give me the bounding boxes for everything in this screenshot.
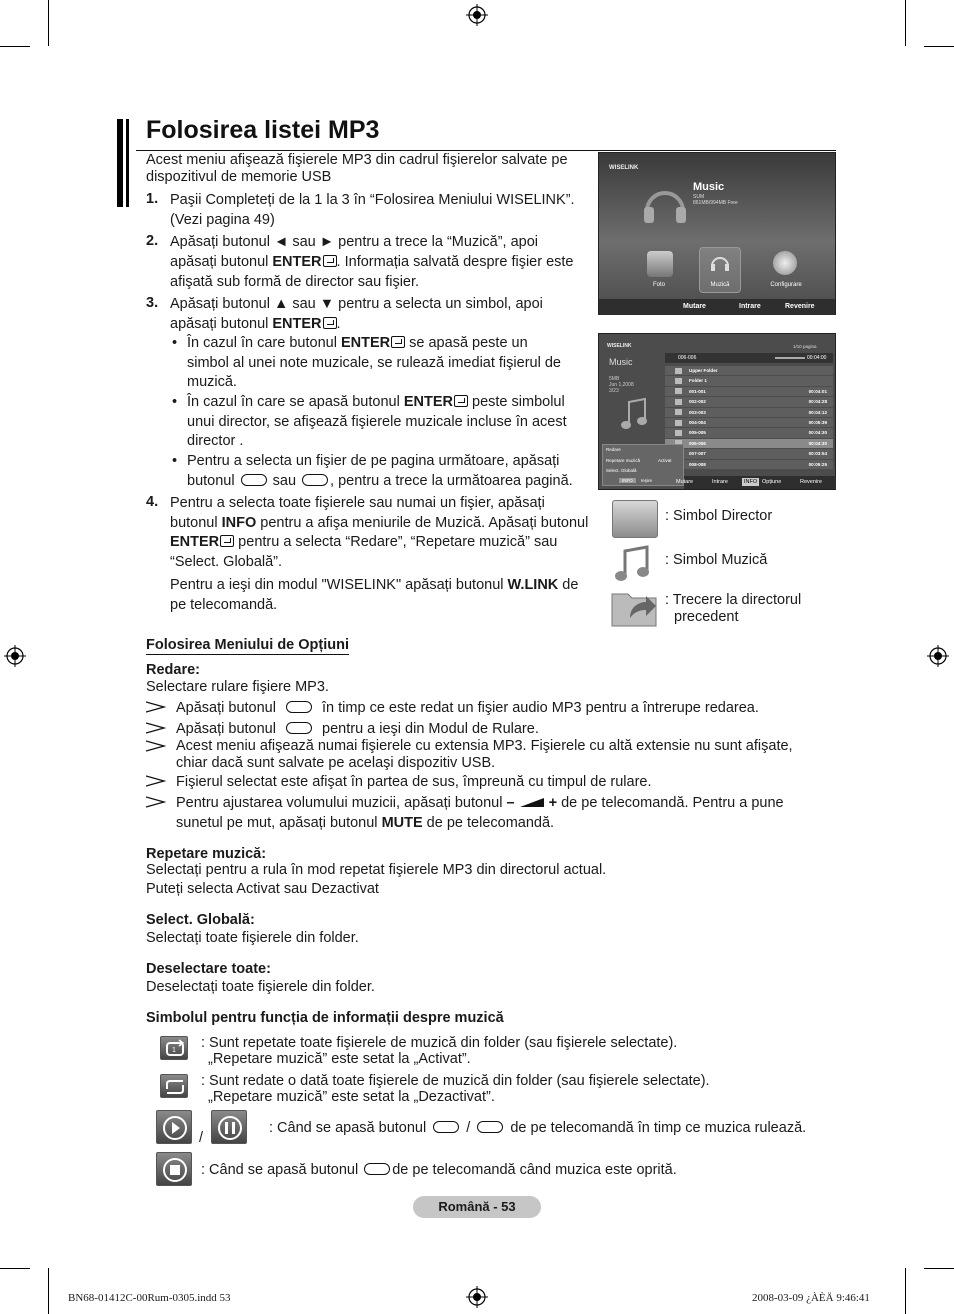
page-indicator: 1/10 pagina (793, 344, 817, 349)
file-time: 00:04:01 (808, 388, 827, 394)
bullet-dot: • (172, 453, 178, 469)
pause-button-icon (286, 701, 312, 713)
exit-text: pe telecomandă. (170, 597, 278, 613)
repetare-text: Selectați pentru a rula în mod repetat fişierele MP3 din directorul actual. (146, 862, 607, 878)
file-time: 00:05:39 (808, 420, 827, 425)
file-name: 001-001 (689, 388, 706, 394)
exit-text: Pentru a ieşi din modul "WISELINK" apăsați butonul W.LINK de (170, 577, 579, 593)
enter-icon (323, 255, 337, 267)
print-info-left: BN68-01412C-00Rum-0305.indd 53 (68, 1292, 231, 1304)
now-playing-bar (665, 353, 833, 363)
screen-heading: Music (693, 181, 725, 193)
menu-label: Configurare (770, 282, 802, 288)
note-arrow-icon (146, 796, 166, 808)
info-text: : Când se apasă butonul de pe telecomandă când muzica este oprită. (201, 1162, 677, 1178)
screen-subinfo: SUM (693, 194, 705, 200)
file-list (665, 366, 833, 474)
step-text: ENTER pentru a selecta “Redare”, “Repetare muzică” sau (170, 534, 558, 550)
page-title: Folosirea listei MP3 (146, 116, 380, 144)
screen-control-bar (676, 476, 836, 489)
step-number: 3. (146, 295, 159, 311)
bullet-text: butonul sau , pentru a trece la următoarea pagină. (187, 473, 573, 489)
info-heading: Simbolul pentru funcția de informații despre muzică (146, 1010, 504, 1026)
music-note-icon (675, 399, 682, 405)
volume-icon (519, 797, 545, 808)
note-arrow-icon (146, 740, 166, 752)
bullet-dot: • (172, 394, 178, 410)
file-name: Upper Folder (689, 368, 718, 373)
file-list-row[interactable] (665, 418, 833, 427)
file-time: 00:05:25 (808, 461, 827, 467)
file-time: 00:04:30 (808, 430, 827, 436)
file-list-row[interactable] (665, 428, 833, 437)
file-list-row[interactable] (665, 449, 833, 458)
options-menu (602, 444, 684, 486)
registration-mark-icon (927, 645, 949, 667)
music-note-icon (675, 409, 682, 415)
side-info: 5MB (609, 376, 620, 382)
info-text: „Repetare muzică” este setat la „Activat”. (208, 1051, 471, 1067)
bar-move: Mutare (683, 303, 706, 310)
option-exit: Ieşire (641, 478, 653, 483)
bullet-text: Pentru a selecta un fişier de pe pagina următoare, apăsați (187, 453, 560, 469)
side-info: 3/23 (609, 388, 619, 394)
note-arrow-icon (146, 722, 166, 734)
registration-mark-icon (466, 4, 488, 26)
side-title: Music (609, 357, 633, 367)
music-note-icon (619, 396, 649, 432)
progress-bar (775, 357, 805, 359)
options-heading: Folosirea Meniului de Opțiuni (146, 637, 350, 653)
file-list-row[interactable] (665, 387, 833, 396)
folder-symbol-icon (612, 500, 658, 538)
file-list-row[interactable] (665, 439, 833, 448)
step-text: Paşii Completeți de la 1 la 3 în “Folosirea Meniului WISELINK”. (170, 192, 575, 208)
step-text: Pentru a selecta toate fişierele sau numai un fişier, apăsați (170, 495, 545, 511)
file-time: 00:03:54 (808, 451, 827, 457)
folder-icon (675, 368, 682, 374)
side-info: Jun 1,2008 (609, 382, 634, 388)
file-name: 006-006 (689, 440, 706, 446)
intro-text: Acest meniu afişează fişierele MP3 din cadrul fişierelor salvate pe dispozitivul de memorie USB (146, 152, 568, 185)
fast-forward-button-icon (302, 474, 328, 486)
music-note-icon (675, 388, 682, 394)
registration-mark-icon (466, 1286, 488, 1308)
pause-button-icon (477, 1121, 503, 1133)
title-rule (136, 150, 836, 151)
redare-title: Redare: (146, 662, 200, 678)
info-text: : Sunt redate o dată toate fişierele de muzică din folder (sau fişierele selectate). (201, 1073, 710, 1089)
note-arrow-icon (146, 701, 166, 713)
file-name: 004-004 (689, 420, 706, 425)
deselect-text: Deselectați toate fişierele din folder. (146, 979, 375, 995)
note-text: Acest meniu afişează numai fişierele cu extensia MP3. Fişierele cu altă extensie nu sunt afişate, (176, 738, 793, 754)
step-number: 2. (146, 233, 159, 249)
bullet-text: muzică. (187, 374, 237, 390)
crop-mark (48, 0, 49, 46)
note-text: chiar dacă sunt salvate pe acelaşi dispozitiv USB. (176, 755, 496, 771)
svg-text:1: 1 (172, 1047, 176, 1054)
stop-icon (156, 1152, 192, 1186)
bar-enter: Intrare (739, 303, 761, 310)
title-accent-bar (126, 119, 129, 207)
wiselink-logo: WISELINK (609, 165, 639, 171)
bullet-text: simbol al unei note muzicale, se rulează imediat fişierul de (187, 355, 561, 371)
parent-folder-label: precedent (674, 609, 739, 625)
bullet-text: director . (187, 433, 244, 449)
note-text: Apăsați butonul în timp ce este redat un fişier audio MP3 pentru a întrerupe redarea. (176, 700, 759, 716)
repetare-text: Puteți selecta Activat sau Dezactivat (146, 881, 379, 897)
step-text: apăsați butonul ENTER . (170, 316, 341, 332)
music-symbol-label: : Simbol Muzică (665, 552, 768, 568)
screen-subinfo: 861MB/994MB Free (693, 200, 738, 206)
crop-mark (905, 1268, 906, 1314)
bar-return: Revenire (785, 303, 815, 310)
bullet-text: În cazul în care butonul ENTER se apasă peste un (187, 335, 528, 351)
folder-symbol-label: : Simbol Director (665, 508, 773, 524)
note-text: sunetul pe mut, apăsați butonul MUTE de pe telecomandă. (176, 815, 555, 831)
headphones-icon (709, 252, 731, 274)
crop-mark (48, 1268, 49, 1314)
step-number: 4. (146, 494, 159, 510)
step-text: “Select. Globală”. (170, 554, 283, 570)
step-text: (Vezi pagina 49) (170, 212, 275, 228)
file-name: 002-002 (689, 399, 706, 405)
option-select-all[interactable]: Select. Globală (606, 468, 637, 473)
now-playing-time: 00:04:00 (807, 355, 827, 361)
music-note-icon (675, 420, 682, 426)
option-repeat[interactable]: Repetare muzică (606, 458, 641, 463)
step-text: Apăsați butonul ▲ sau ▼ pentru a selecta un simbol, apoi (170, 296, 543, 312)
repeat-off-icon (160, 1074, 188, 1098)
print-info-right: 2008-03-09 ¿ÀÈÄ 9:46:41 (752, 1292, 870, 1304)
note-text: Fişierul selectat este afişat în partea de sus, împreună cu timpul de rulare. (176, 774, 652, 790)
bar-enter: Intrare (712, 479, 728, 485)
note-text: Apăsați butonul pentru a ieşi din Modul de Rulare. (176, 721, 539, 737)
select-global-title: Select. Globală: (146, 912, 255, 928)
menu-label: Muzică (710, 282, 730, 288)
play-icon (156, 1110, 192, 1144)
bullet-text: unui director, se afişează fişierele muzicale incluse în acest (187, 414, 567, 430)
music-symbol-icon (612, 543, 652, 583)
file-name: 003-003 (689, 409, 706, 415)
now-playing-name: 006-006 (678, 355, 697, 361)
crop-mark (0, 46, 30, 47)
photo-menu-icon[interactable] (647, 251, 673, 277)
pause-icon (211, 1110, 247, 1144)
bar-info: INFO (744, 479, 758, 485)
headphones-icon (639, 177, 691, 229)
bar-move: Mutare (676, 479, 694, 485)
enter-icon (323, 317, 337, 329)
wiselink-main-screen (598, 152, 836, 315)
info-separator: / (199, 1130, 204, 1146)
step-text: apăsați butonul ENTER . Informația salvată despre fişier este (170, 254, 574, 270)
crop-mark (924, 1268, 954, 1269)
enter-icon (454, 395, 468, 407)
option-play[interactable]: Redare (606, 447, 621, 452)
info-text: : Când se apasă butonul / de pe telecomandă în timp ce muzica rulează. (269, 1120, 807, 1136)
enter-icon (220, 535, 234, 547)
bullet-text: În cazul în care se apasă butonul ENTER peste simbolul (187, 394, 565, 410)
wiselink-music-list-screen (598, 333, 836, 490)
option-repeat-value: Activat (658, 458, 672, 463)
file-name: 008-008 (689, 461, 706, 467)
file-name: 005-005 (689, 430, 706, 436)
menu-label: Foto (652, 282, 665, 288)
file-name: Folder 1 (689, 378, 707, 384)
file-time: 00:04:12 (808, 409, 827, 415)
info-text: : Sunt repetate toate fişierele de muzică din folder (sau fişierele selectate). (201, 1035, 678, 1051)
select-global-text: Selectați toate fişierele din folder. (146, 930, 359, 946)
step-text: butonul INFO pentru a afişa meniurile de Muzică. Apăsați butonul (170, 515, 589, 531)
file-time: 00:04:28 (808, 399, 827, 405)
stop-button-icon (286, 722, 312, 734)
step-number: 1. (146, 191, 159, 207)
registration-mark-icon (4, 645, 26, 667)
step-text: afişată sub formă de director sau fişier. (170, 274, 420, 290)
bar-return: Revenire (800, 479, 823, 485)
deselect-title: Deselectare toate: (146, 961, 271, 977)
enter-icon (391, 336, 405, 348)
file-name: 007-007 (689, 451, 706, 457)
note-arrow-icon (146, 775, 166, 787)
bullet-dot: • (172, 335, 178, 351)
file-list-row[interactable] (665, 366, 833, 375)
file-list-row[interactable] (665, 376, 833, 385)
crop-mark (924, 46, 954, 47)
file-time: 00:04:30 (808, 440, 827, 446)
wiselink-logo: WISELINK (607, 343, 632, 349)
stop-button-icon (364, 1163, 390, 1175)
rewind-button-icon (241, 474, 267, 486)
music-note-icon (675, 430, 682, 436)
crop-mark (905, 0, 906, 46)
file-list-row[interactable] (665, 460, 833, 469)
file-list-row[interactable] (665, 397, 833, 406)
repeat-on-icon (160, 1036, 188, 1060)
redare-text: Selectare rulare fişiere MP3. (146, 679, 329, 695)
settings-menu-icon[interactable] (773, 251, 797, 275)
repetare-title: Repetare muzică: (146, 846, 267, 862)
step-text: Apăsați butonul ◄ sau ► pentru a trece la “Muzică”, apoi (170, 234, 539, 250)
file-list-row[interactable] (665, 408, 833, 417)
folder-icon (675, 378, 682, 384)
note-text: Pentru ajustarea volumului muzicii, apăsați butonul – + de pe telecomandă. Pentru a pune (176, 795, 784, 811)
screen-control-bar (599, 299, 835, 315)
page-number-badge: Română - 53 (413, 1196, 541, 1218)
folder-up-icon (610, 584, 660, 628)
bar-option: Opțiune (762, 479, 782, 485)
option-info-key: INFO (619, 478, 636, 483)
title-accent-bar (117, 119, 123, 207)
info-text: „Repetare muzică” este setat la „Dezactivat”. (208, 1089, 495, 1105)
crop-mark (0, 1268, 30, 1269)
play-button-icon (433, 1121, 459, 1133)
parent-folder-label: : Trecere la directorul (665, 592, 802, 608)
